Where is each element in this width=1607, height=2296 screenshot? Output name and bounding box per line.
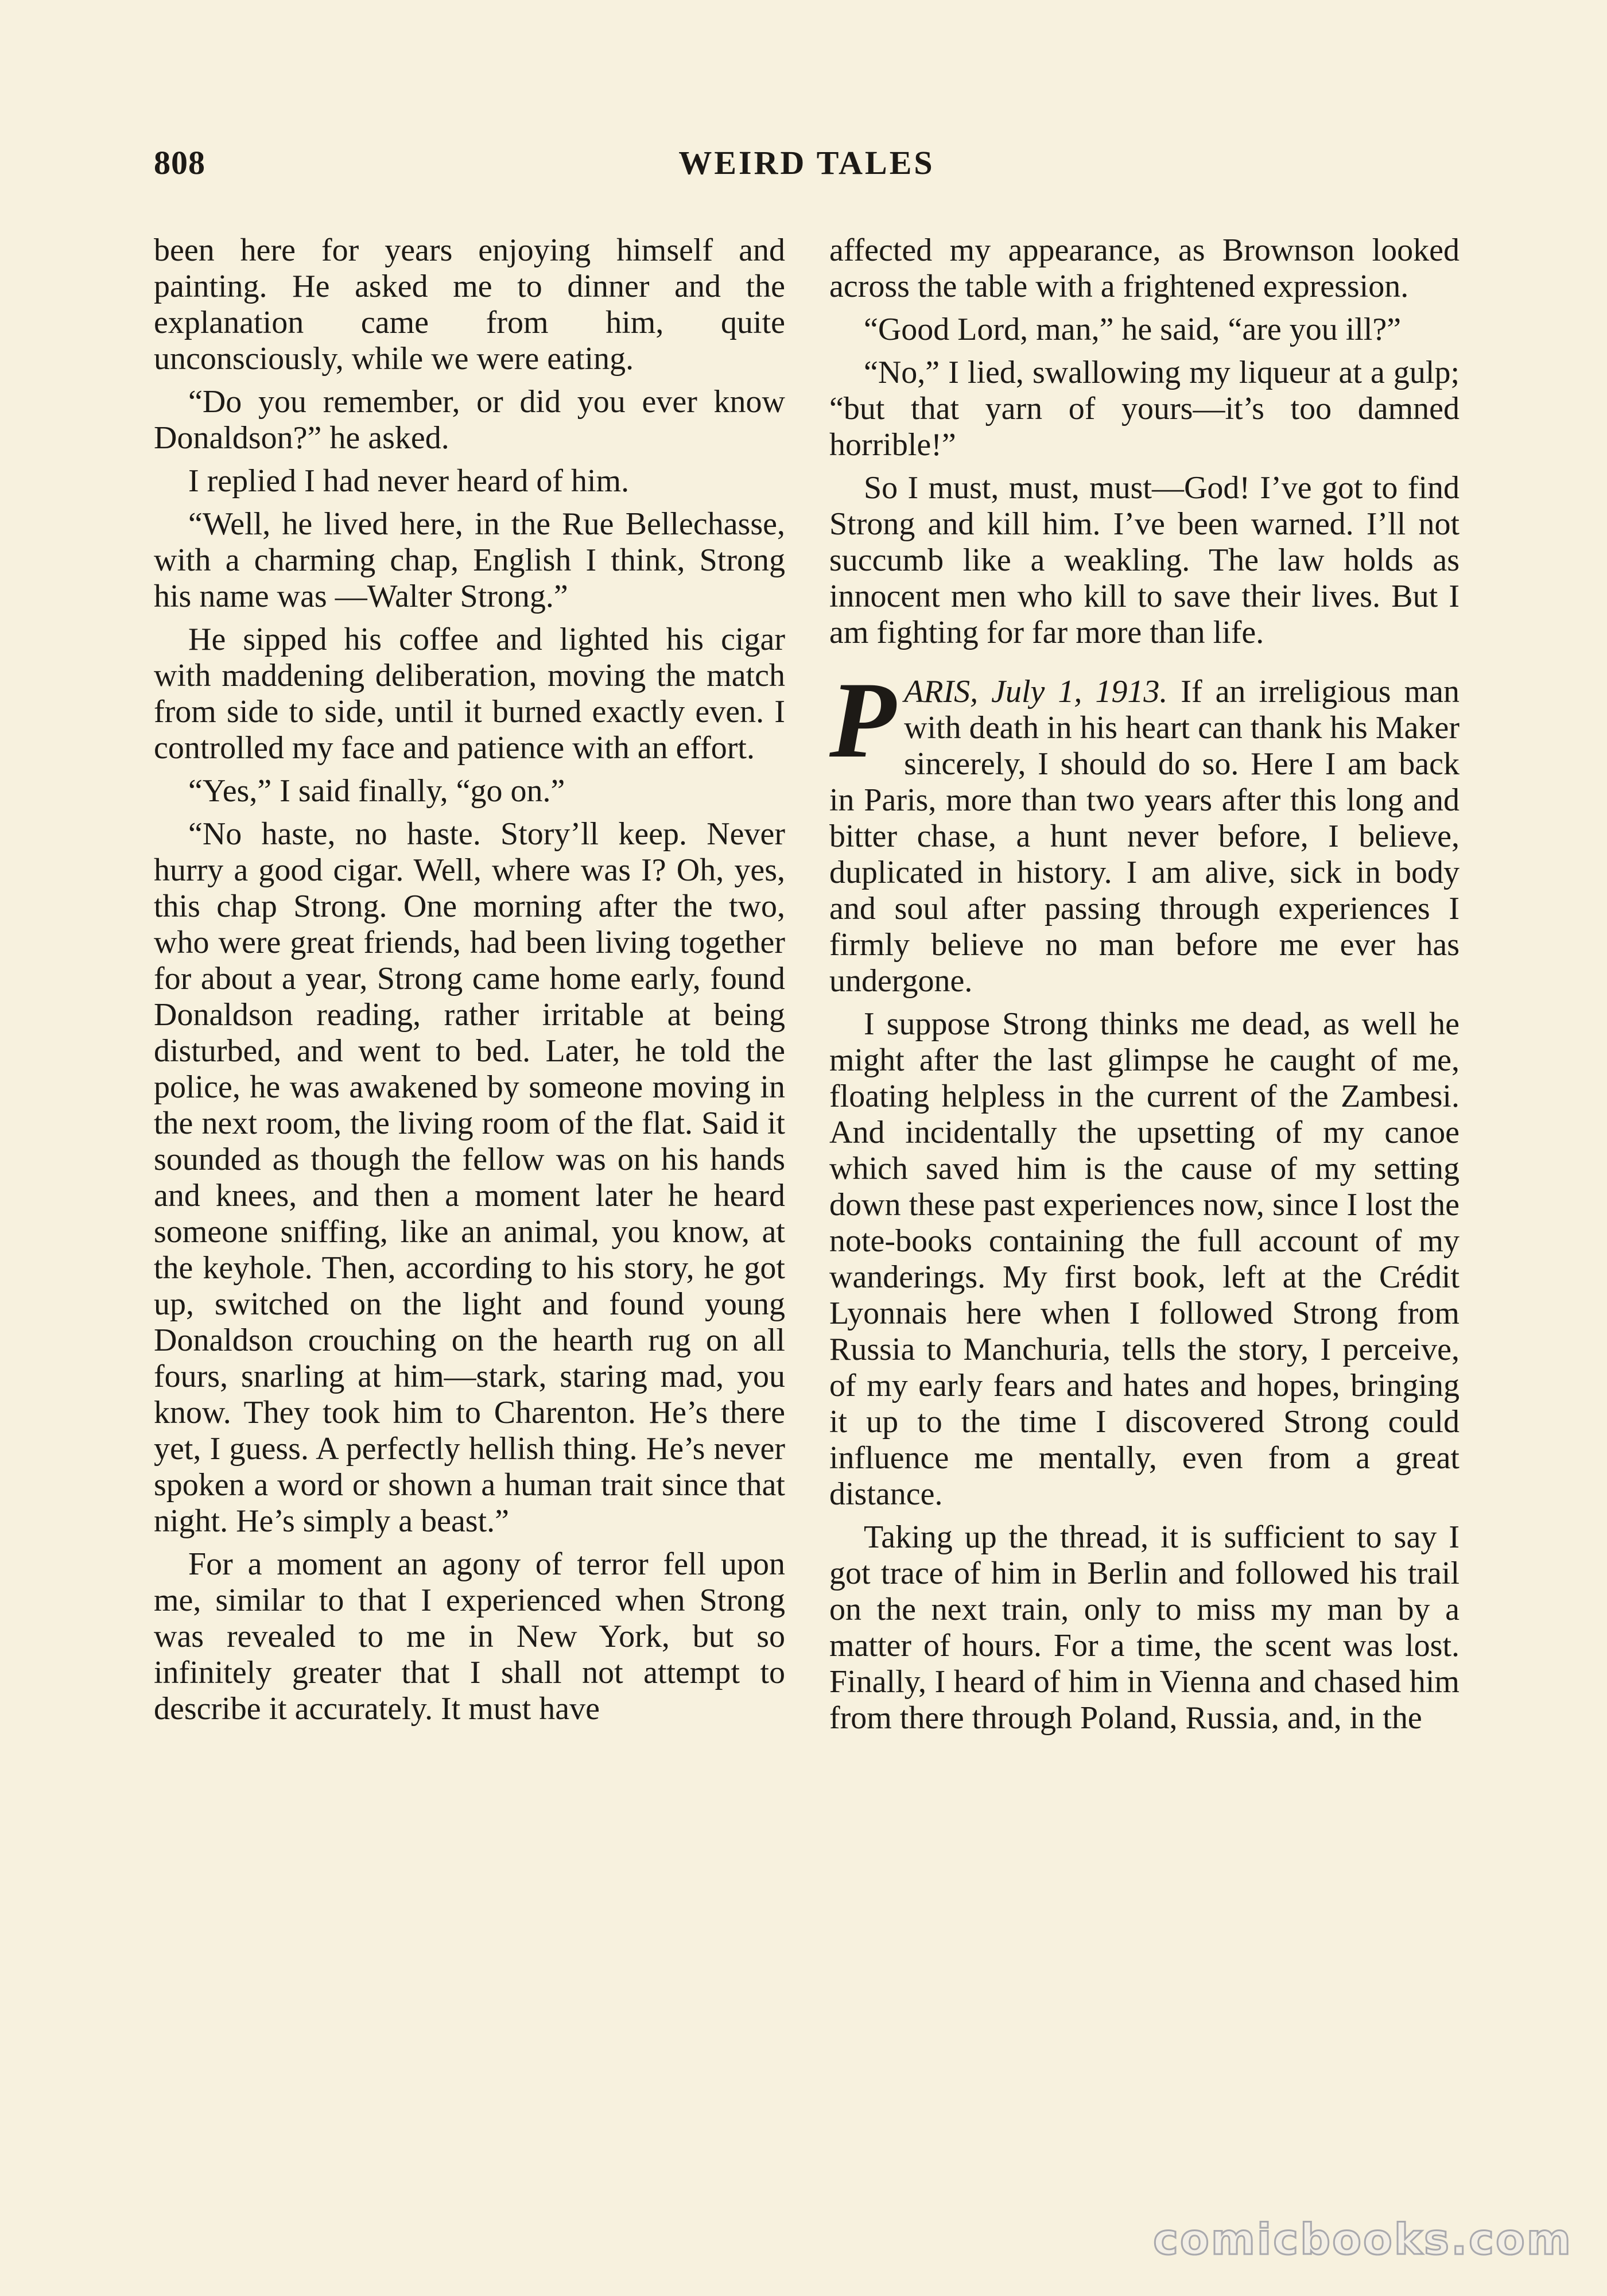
paragraph: He sipped his coffee and lighted his cigar with maddening deliberation, moving the match from side to side, until it burned exactly even. I controlled my face and patience with an effort. — [154, 622, 785, 766]
dateline: ARIS, July 1, 1913. — [904, 674, 1168, 709]
paragraph: “Do you remember, or did you ever know Donaldson?” he asked. — [154, 384, 785, 456]
paragraph: I replied I had never heard of him. — [188, 463, 630, 499]
section-opening-paragraph — [829, 660, 1460, 999]
paragraph: I suppose Strong thinks me dead, as well he might after the last glimpse he caught of me, floating helpless in the current of the Zambesi. And incidentally the upsetting of my canoe which saved him is the cause of my setting down these past experiences now, since I lost the note-books containing the full account of my wanderings. My first book, left at the Crédit Lyonnais here when I followed Strong from Russia to Manchuria, tells the story, I perceive, of my early fears and hates and hopes, bringing it up to the time I discovered Strong could influence me mentally, even from a great distance. — [829, 1006, 1460, 1512]
running-title: WEIRD TALES — [678, 144, 935, 181]
page-header — [154, 144, 1460, 189]
paragraph: “No haste, no haste. Story’ll keep. Never hurry a good cigar. Well, where was I? Oh, yes, this chap Strong. One morning after the two, who were great friends, had been living together for about a year, Strong came home early, found Donaldson reading, rather irritable at being disturbed, and went to bed. Later, he told the police, he was awakened by someone moving in the next room, the living room of the flat. Said it sounded as though the fellow was on his hands and knees, and then a moment later he heard someone sniffing, like an animal, you know, at the keyhole. Then, according to his story, he got up, switched on the light and found young Donaldson crouching on the hearth rug on all fours, snarling at him—stark, staring mad, you know. They took him to Charenton. He’s there yet, I guess. A perfectly hellish thing. He’s never spoken a word or shown a human trait since that night. He’s simply a beast.” — [154, 816, 785, 1539]
paragraph: “Well, he lived here, in the Rue Bellechasse, with a charming chap, English I think, Strong his name was —Walter Strong.” — [154, 506, 785, 614]
paragraph: Taking up the thread, it is sufficient to say I got trace of him in Berlin and followed his trail on the next train, only to miss my man by a matter of hours. For a time, the scent was lost. Finally, I heard of him in Vienna and chased him from there through Poland, Russia, and, in the — [829, 1519, 1460, 1736]
paragraph: So I must, must, must—God! I’ve got to find Strong and kill him. I’ve been warned. I’ll not succumb like a weakling. The law holds as innocent men who kill to save their lives. But I am fighting for far more than life. — [829, 470, 1460, 650]
paragraph: been here for years enjoying himself and painting. He asked me to dinner and the explanation came from him, quite unconsciously, while we were eating. — [154, 232, 785, 377]
paragraph: affected my appearance, as Brownson looked across the table with a frightened expression. — [829, 232, 1460, 304]
page-number: 808 — [154, 144, 205, 181]
drop-cap: P — [829, 660, 896, 781]
paragraph: “Good Lord, man,” he said, “are you ill?” — [864, 312, 1402, 347]
left-column — [154, 232, 785, 1734]
paragraph: For a moment an agony of terror fell upon me, similar to that I experienced when Strong was revealed to me in New York, but so infinitely greater that I shall not attempt to describe it accurately. It must have — [154, 1546, 785, 1727]
paragraph: “Yes,” I said finally, “go on.” — [188, 773, 565, 809]
right-column — [829, 232, 1460, 1743]
site-watermark: comicbooks.com — [1153, 2215, 1573, 2264]
paragraph: “No,” I lied, swallowing my liqueur at a gulp; “but that yarn of yours—it’s too damned horrible!” — [829, 355, 1460, 463]
section-opening-text: If an irreligious man with death in his heart can thank his Maker sincerely, I should do so. Here I am back in Paris, more than two years after this long and bitter chase, a hunt never before, I believe, duplicated in history. I am alive, sick in body and soul after passing through experiences I firmly believe no man before me ever has undergone. — [829, 674, 1460, 999]
